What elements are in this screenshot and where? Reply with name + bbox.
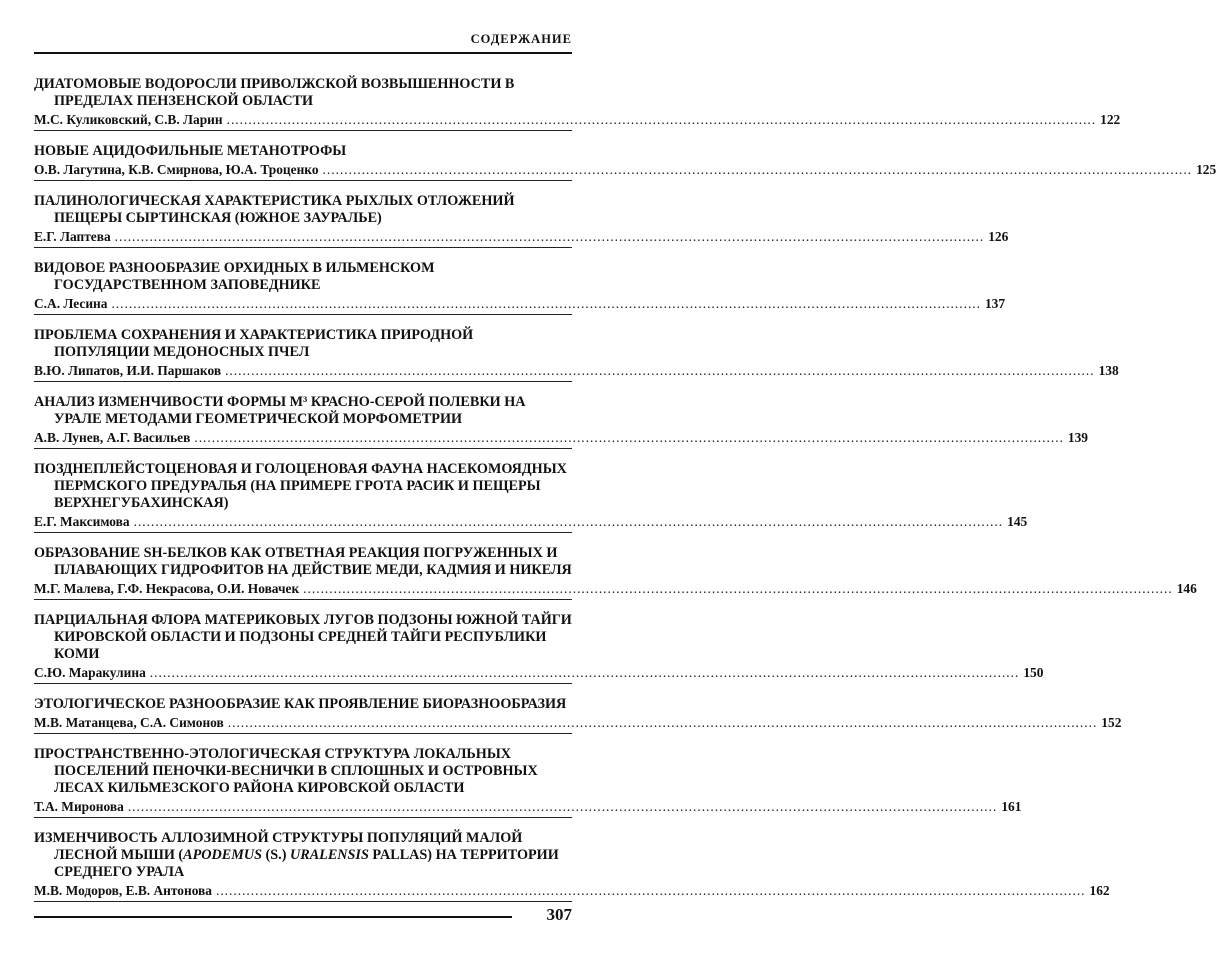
toc-entry: [34, 545, 1197, 600]
entry-title: ПРОСТРАНСТВЕННО-ЭТОЛОГИЧЕСКАЯ СТРУКТУРА ЛОКАЛЬНЫХ ПОСЕЛЕНИЙ ПЕНОЧКИ-ВЕСНИЧКИ В СПЛОШНЫХ И ОСТРОВНЫХ ЛЕСАХ КИЛЬМЕЗСКОГО РАЙОНА КИРОВСКОЙ ОБЛАСТИ: [34, 746, 538, 796]
entry-author-line: [34, 580, 1197, 600]
title-part: ИЗМЕНЧИВОСТЬ АЛЛОЗИМНОЙ СТРУКТУРЫ ПОПУЛЯЦИЙ МАЛОЙ ЛЕСНОЙ МЫШИ (: [34, 830, 523, 863]
entry-author-line: [34, 664, 1044, 684]
entry-page: 146: [1176, 581, 1197, 596]
toc-entry: [34, 612, 1044, 684]
entry-author-line: [34, 882, 1110, 902]
entry-page: 122: [1100, 112, 1121, 127]
dot-leader: ........................................................................................................................................................................................................: [303, 581, 1173, 596]
entry-page: 150: [1023, 665, 1044, 680]
entry-title: ПАЛИНОЛОГИЧЕСКАЯ ХАРАКТЕРИСТИКА РЫХЛЫХ ОТЛОЖЕНИЙ ПЕЩЕРЫ СЫРТИНСКАЯ (ЮЖНОЕ ЗАУРАЛЬЕ): [34, 193, 515, 226]
header-title: СОДЕРЖАНИЕ: [470, 32, 572, 46]
entry-author-line: [34, 295, 1006, 315]
entry-page: 126: [988, 229, 1009, 244]
title-part: (S.): [262, 847, 290, 863]
dot-leader: ........................................................................................................................................................................................................: [133, 514, 1004, 529]
page-number: 307: [546, 905, 572, 924]
entry-authors: М.В. Модоров, Е.В. Антонова: [34, 883, 212, 898]
entry-author-line: [34, 429, 1088, 449]
entry-authors: Т.А. Миронова: [34, 799, 124, 814]
entry-title: ЭТОЛОГИЧЕСКОЕ РАЗНООБРАЗИЕ КАК ПРОЯВЛЕНИЕ БИОРАЗНООБРАЗИЯ: [34, 696, 567, 712]
toc-entry: [34, 76, 1121, 131]
entry-authors: С.Ю. Маракулина: [34, 665, 146, 680]
entry-authors: М.Г. Малева, Г.Ф. Некрасова, О.И. Новачек: [34, 581, 300, 596]
entry-authors: Е.Г. Максимова: [34, 514, 130, 529]
toc-entry: [34, 193, 1009, 248]
entry-title: ДИАТОМОВЫЕ ВОДОРОСЛИ ПРИВОЛЖСКОЙ ВОЗВЫШЕННОСТИ В ПРЕДЕЛАХ ПЕНЗЕНСКОЙ ОБЛАСТИ: [34, 76, 515, 109]
dot-leader: ........................................................................................................................................................................................................: [215, 883, 1086, 898]
entry-page: 138: [1098, 363, 1119, 378]
entry-author-line: [34, 513, 1028, 533]
entry-author-line: [34, 161, 1216, 181]
entry-page: 161: [1001, 799, 1022, 814]
dot-leader: ........................................................................................................................................................................................................: [226, 112, 1097, 127]
entry-title: [34, 830, 572, 881]
dot-leader: ........................................................................................................................................................................................................: [127, 799, 998, 814]
entry-title: АНАЛИЗ ИЗМЕНЧИВОСТИ ФОРМЫ M³ КРАСНО-СЕРОЙ ПОЛЕВКИ НА УРАЛЕ МЕТОДАМИ ГЕОМЕТРИЧЕСКОЙ МОРФОМЕТРИИ: [34, 394, 526, 427]
dot-leader: ........................................................................................................................................................................................................: [225, 363, 1095, 378]
entry-page: 152: [1101, 715, 1122, 730]
entry-authors: М.В. Матанцева, С.А. Симонов: [34, 715, 224, 730]
entry-author-line: [34, 228, 1009, 248]
toc-entry: [34, 746, 1022, 818]
entry-authors: С.А. Лесина: [34, 296, 108, 311]
entry-page: 137: [984, 296, 1006, 311]
entry-authors: О.В. Лагутина, К.В. Смирнова, Ю.А. Троценко: [34, 162, 319, 177]
toc-entry: [34, 830, 1110, 902]
entry-title: ВИДОВОЕ РАЗНООБРАЗИЕ ОРХИДНЫХ В ИЛЬМЕНСКОМ ГОСУДАРСТВЕННОМ ЗАПОВЕДНИКЕ: [34, 260, 435, 293]
title-part: PALLAS) НА ТЕРРИТОРИИ СРЕДНЕГО УРАЛА: [54, 847, 559, 880]
running-header: [34, 30, 572, 54]
entry-authors: А.В. Лунев, А.Г. Васильев: [34, 430, 191, 445]
dot-leader: ........................................................................................................................................................................................................: [227, 715, 1098, 730]
dot-leader: ........................................................................................................................................................................................................: [149, 665, 1020, 680]
entry-author-line: [34, 111, 1121, 131]
title-part-italic: URALENSIS: [289, 847, 369, 863]
entry-author-line: [34, 714, 1122, 734]
toc-entry: [34, 260, 1006, 315]
footer-rule: [34, 916, 512, 918]
entry-page: 139: [1067, 430, 1088, 445]
dot-leader: ........................................................................................................................................................................................................: [114, 229, 985, 244]
toc-entry: [34, 696, 1122, 734]
dot-leader: ........................................................................................................................................................................................................: [111, 296, 981, 311]
entry-author-line: [34, 798, 1022, 818]
entry-title: ПОЗДНЕПЛЕЙСТОЦЕНОВАЯ И ГОЛОЦЕНОВАЯ ФАУНА НАСЕКОМОЯДНЫХ ПЕРМСКОГО ПРЕДУРАЛЬЯ (НА ПРИМЕРЕ ГРОТА РАСИК И ПЕЩЕРЫ ВЕРХНЕГУБАХИНСКАЯ): [34, 461, 567, 511]
entry-title: ОБРАЗОВАНИЕ SH-БЕЛКОВ КАК ОТВЕТНАЯ РЕАКЦИЯ ПОГРУЖЕННЫХ И ПЛАВАЮЩИХ ГИДРОФИТОВ НА ДЕЙСТВИЕ МЕДИ, КАДМИЯ И НИКЕЛЯ: [34, 545, 572, 578]
page-footer: [34, 905, 572, 927]
entry-authors: В.Ю. Липатов, И.И. Паршаков: [34, 363, 222, 378]
entry-authors: М.С. Куликовский, С.В. Ларин: [34, 112, 223, 127]
entry-page: 145: [1007, 514, 1028, 529]
entry-authors: Е.Г. Лаптева: [34, 229, 111, 244]
dot-leader: ........................................................................................................................................................................................................: [322, 162, 1193, 177]
toc-entry: [34, 327, 1119, 382]
toc-entry: [34, 143, 1216, 181]
toc-entry: [34, 394, 1088, 449]
entry-author-line: [34, 362, 1119, 382]
entry-title: ПРОБЛЕМА СОХРАНЕНИЯ И ХАРАКТЕРИСТИКА ПРИРОДНОЙ ПОПУЛЯЦИИ МЕДОНОСНЫХ ПЧЕЛ: [34, 327, 474, 360]
entry-page: 162: [1089, 883, 1110, 898]
toc-entry: [34, 461, 1028, 533]
entry-title: НОВЫЕ АЦИДОФИЛЬНЫЕ МЕТАНОТРОФЫ: [34, 143, 347, 159]
entry-page: 125: [1196, 162, 1216, 177]
table-of-contents: [34, 76, 1216, 914]
entry-title: ПАРЦИАЛЬНАЯ ФЛОРА МАТЕРИКОВЫХ ЛУГОВ ПОДЗОНЫ ЮЖНОЙ ТАЙГИ КИРОВСКОЙ ОБЛАСТИ И ПОДЗОНЫ СРЕДНЕЙ ТАЙГИ РЕСПУБЛИКИ КОМИ: [34, 612, 572, 662]
dot-leader: ........................................................................................................................................................................................................: [194, 430, 1064, 445]
title-part-italic: APODEMUS: [183, 847, 262, 863]
